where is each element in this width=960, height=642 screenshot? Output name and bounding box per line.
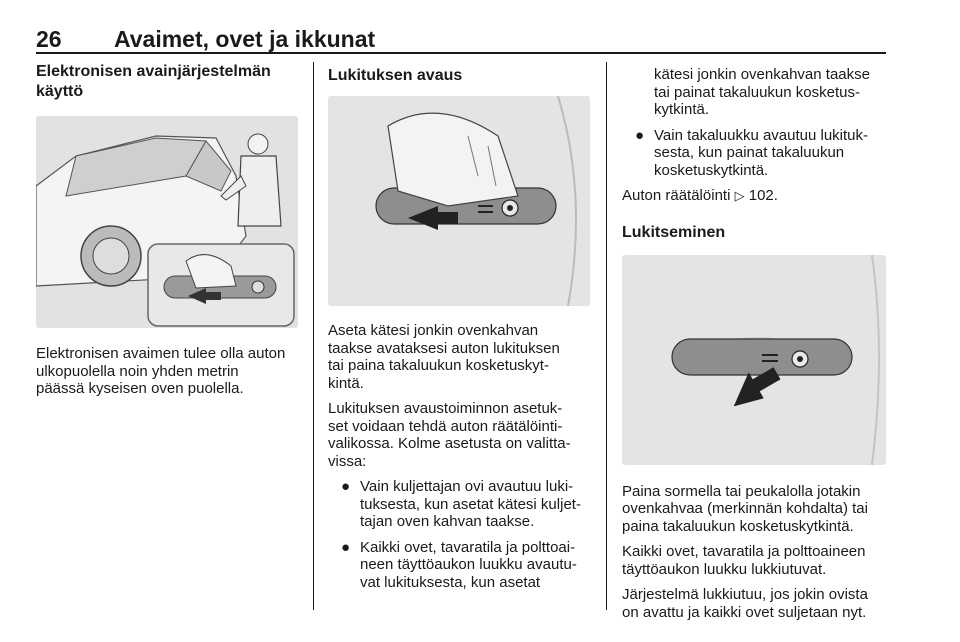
text-line: kosketuskytkintä. bbox=[654, 161, 769, 179]
column-2 bbox=[328, 62, 594, 591]
text-line: kätesi jonkin ovenkahvan taakse bbox=[654, 66, 870, 83]
text-line: paina takaluukun kosketuskytkintä. bbox=[622, 517, 854, 535]
list-item bbox=[328, 539, 594, 592]
triangle-right-icon: ▷ bbox=[734, 188, 745, 203]
text-line: tuksesta, kun asetat kätesi kuljet- bbox=[360, 495, 581, 513]
text-line: on avattu ja kaikki ovet suljetaan nyt. bbox=[622, 603, 867, 621]
text-line: tai paina takaluukun kosketuskyt- bbox=[328, 357, 549, 374]
reference-page: 102. bbox=[748, 187, 778, 204]
text-line: neen täyttöaukon luukku avautu- bbox=[360, 556, 577, 573]
unlock-illustration-svg bbox=[328, 96, 590, 306]
bullet-icon: ● bbox=[635, 126, 645, 144]
door-handle-hand-illustration bbox=[328, 96, 590, 306]
page-header bbox=[36, 26, 886, 52]
text-line: kintä. bbox=[328, 374, 364, 392]
section-heading-key-system bbox=[36, 62, 302, 102]
cross-reference[interactable] bbox=[622, 187, 890, 205]
column-1 bbox=[36, 62, 302, 398]
text-line: Järjestelmä lukkiutuu, jos jokin ovista bbox=[622, 586, 868, 603]
column-3 bbox=[622, 62, 890, 621]
paragraph-unlock-settings bbox=[328, 400, 594, 470]
text-line: set voidaan tehdä auton räätälöinti- bbox=[328, 417, 563, 435]
text-line: Vain kuljettajan ovi avautuu luki- bbox=[360, 478, 574, 495]
page-number: 26 bbox=[36, 26, 62, 52]
paragraph-lock-result bbox=[622, 543, 890, 578]
paragraph-lock-instruction bbox=[622, 483, 890, 536]
text-line: Kaikki ovet, tavaratila ja polttoaineen bbox=[622, 543, 866, 560]
door-handle-press-illustration bbox=[622, 255, 886, 465]
text-line: valikossa. Kolme asetusta on valitta- bbox=[328, 435, 571, 452]
text-line: ovenkahvaa (merkinnän kohdalta) tai bbox=[622, 500, 868, 517]
list-item bbox=[328, 478, 594, 531]
column-divider bbox=[606, 62, 607, 610]
bullet-icon: ● bbox=[341, 478, 351, 495]
text-line: Lukituksen avaustoiminnon asetuk- bbox=[328, 400, 563, 417]
section-heading-locking: Lukitseminen bbox=[622, 223, 726, 241]
reference-text: Auton räätälöinti bbox=[622, 187, 731, 204]
text-line: Aseta kätesi jonkin ovenkahvan bbox=[328, 322, 539, 339]
text-line: Paina sormella tai peukalolla jotakin bbox=[622, 482, 861, 500]
paragraph-key-distance bbox=[36, 345, 302, 398]
paragraph-unlock-instruction bbox=[328, 322, 594, 392]
heading-line: Elektronisen avainjärjestelmän bbox=[36, 63, 271, 80]
text-line: ulkopuolella noin yhden metrin bbox=[36, 362, 239, 380]
text-line: sesta, kun painat takaluukun bbox=[654, 144, 845, 161]
text-line: kytkintä. bbox=[654, 101, 710, 118]
bullet-icon: ● bbox=[341, 538, 351, 556]
lock-illustration-svg bbox=[622, 255, 886, 465]
section-heading-unlocking: Lukituksen avaus bbox=[328, 67, 463, 84]
text-line: päässä kyseisen oven puolella. bbox=[36, 380, 244, 397]
column-divider bbox=[313, 62, 314, 610]
text-line: Kaikki ovet, tavaratila ja polttoai- bbox=[360, 538, 576, 556]
chapter-title: Avaimet, ovet ja ikkunat bbox=[114, 26, 376, 52]
text-line: tai painat takaluukun kosketus- bbox=[654, 83, 860, 101]
text-line: tajan oven kahvan taakse. bbox=[360, 513, 535, 530]
list-item bbox=[622, 127, 890, 180]
heading-line: käyttö bbox=[36, 83, 84, 100]
text-line: vissa: bbox=[328, 452, 367, 470]
text-line: taakse avataksesi auton lukituksen bbox=[328, 339, 560, 357]
list-item-continued bbox=[622, 66, 890, 119]
car-illustration-svg bbox=[36, 116, 298, 328]
header-rule bbox=[36, 52, 886, 54]
settings-list bbox=[328, 478, 594, 591]
text-line: Elektronisen avaimen tulee olla auton bbox=[36, 345, 286, 362]
car-with-person-illustration bbox=[36, 116, 298, 328]
text-line: vat lukituksesta, kun asetat bbox=[360, 573, 541, 591]
text-line: täyttöaukon luukku lukkiutuvat. bbox=[622, 560, 827, 578]
text-line: Vain takaluukku avautuu lukituk- bbox=[654, 126, 869, 144]
paragraph-lock-note bbox=[622, 586, 890, 621]
